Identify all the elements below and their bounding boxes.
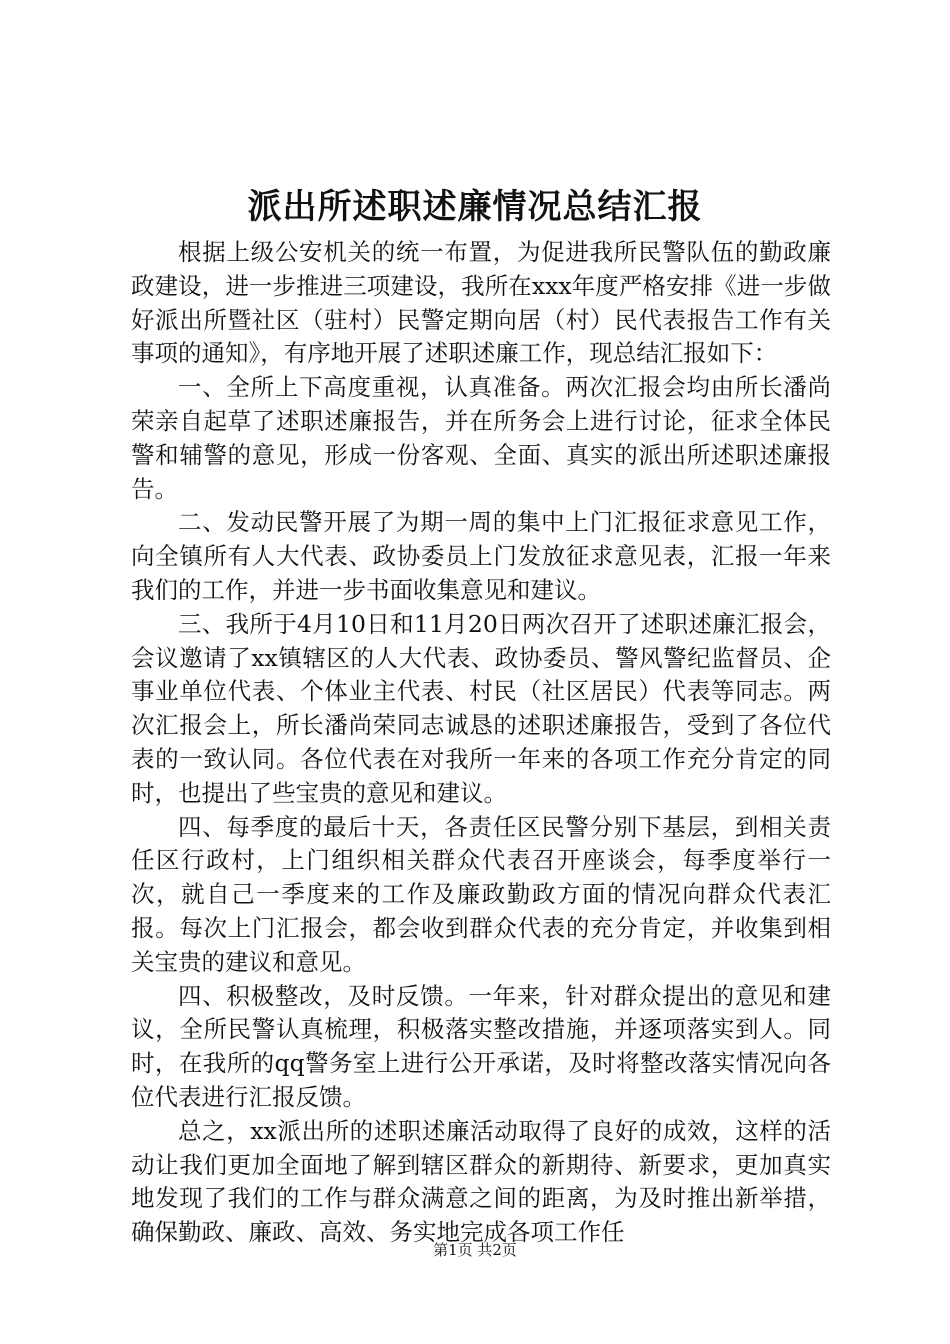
page-footer: 第1页 共2页 [433,1241,517,1259]
paragraph-section-2: 二、发动民警开展了为期一周的集中上门汇报征求意见工作，向全镇所有人大代表、政协委员上门发放征求意见表，汇报一年来我们的工作，并进一步书面收集意见和建议。 [131,508,831,604]
paragraph-conclusion: 总之，xx派出所的述职述廉活动取得了良好的成效，这样的活动让我们更加全面地了解到辖区群众的新期待、新要求，更加真实地发现了我们的工作与群众满意之间的距离，为及时推出新举措，确保勤政、廉政、高效、务实地完成各项工作任 [131,1116,831,1247]
paragraph-section-4: 四、每季度的最后十天，各责任区民警分别下基层，到相关责任区行政村，上门组织相关群众代表召开座谈会，每季度举行一次，就自己一季度来的工作及廉政勤政方面的情况向群众代表汇报。每次上门汇报会，都会收到群众代表的充分肯定，并收集到相关宝贵的建议和意见。 [131,812,831,976]
paragraph-section-3: 三、我所于4月10日和11月20日两次召开了述职述廉汇报会，会议邀请了xx镇辖区的人大代表、政协委员、警风警纪监督员、企事业单位代表、个体业主代表、村民（社区居民）代表等同志。两次汇报会上，所长潘尚荣同志诚恳的述职述廉报告，受到了各位代表的一致认同。各位代表在对我所一年来的各项工作充分肯定的同时，也提出了些宝贵的意见和建议。 [131,609,831,807]
document-body [131,236,831,1250]
paragraph-intro: 根据上级公安机关的统一布置，为促进我所民警队伍的勤政廉政建设，进一步推进三项建设，我所在xxx年度严格安排《进一步做好派出所暨社区（驻村）民警定期向居（村）民代表报告工作有关事项的通知》，有序地开展了述职述廉工作，现总结汇报如下： [131,238,831,368]
paragraph-section-1: 一、全所上下高度重视，认真准备。两次汇报会均由所长潘尚荣亲自起草了述职述廉报告，并在所务会上进行讨论，征求全体民警和辅警的意见，形成一份客观、全面、真实的派出所述职述廉报告。 [131,373,831,503]
document-title: 派出所述职述廉情况总结汇报 [247,187,703,227]
paragraph-section-4b: 四、积极整改，及时反馈。一年来，针对群众提出的意见和建议，全所民警认真梳理，积极落实整改措施，并逐项落实到人。同时，在我所的qq警务室上进行公开承诺，及时将整改落实情况向各位代表进行汇报反馈。 [131,981,831,1111]
